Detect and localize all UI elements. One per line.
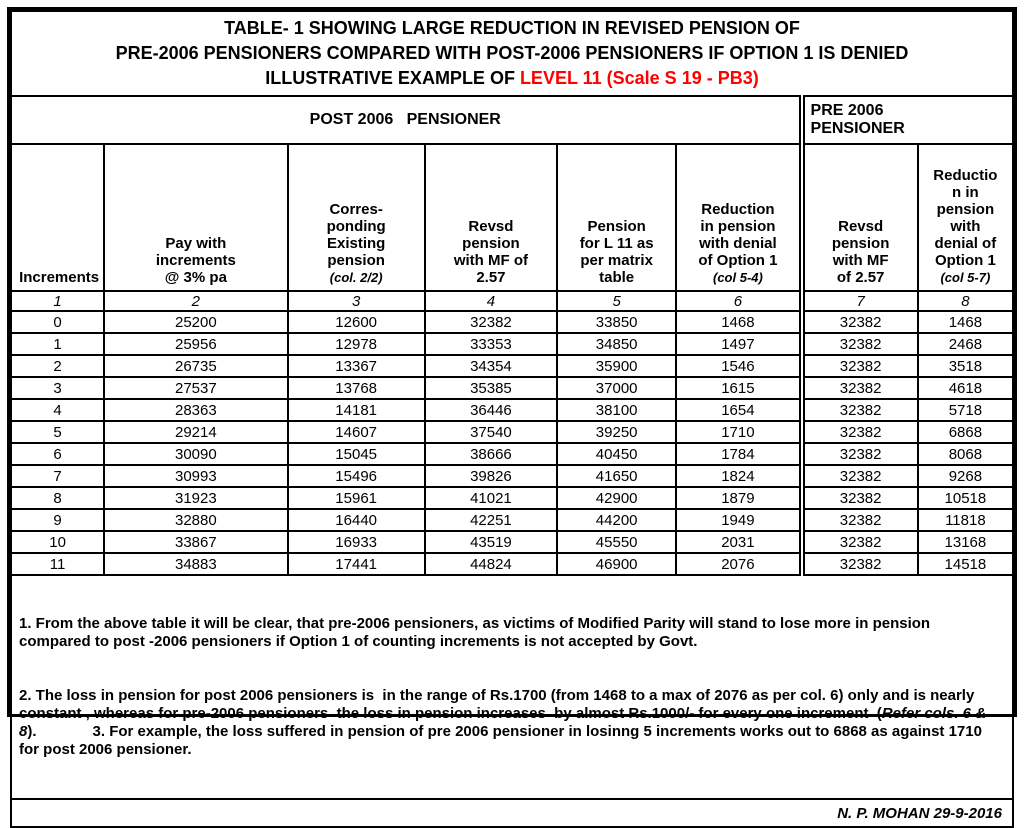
value-cell: 1497 (676, 333, 801, 355)
value-cell: 26735 (104, 355, 287, 377)
value-cell: 25200 (104, 311, 287, 333)
table-row (11, 399, 1013, 421)
col-number-3: 3 (288, 291, 425, 311)
pre-2006-label-line1: PRE 2006 (810, 102, 884, 119)
value-cell: 45550 (557, 531, 676, 553)
post-2006-label: POST 2006 PENSIONER (309, 111, 501, 128)
value-cell: 33850 (557, 311, 676, 333)
value-cell: 12978 (288, 333, 425, 355)
title-highlight: LEVEL 11 (Scale S 19 - PB3) (519, 68, 759, 88)
column-header-row (11, 144, 1013, 291)
increment-cell: 6 (11, 443, 104, 465)
value-cell: 2468 (918, 333, 1013, 355)
value-cell: 14518 (918, 553, 1013, 575)
value-cell: 30090 (104, 443, 287, 465)
table-row (11, 509, 1013, 531)
increment-cell: 4 (11, 399, 104, 421)
col-header-reduction-post (676, 144, 801, 291)
value-cell: 1615 (676, 377, 801, 399)
value-cell: 15496 (288, 465, 425, 487)
table-row (11, 553, 1013, 575)
value-cell: 41021 (425, 487, 557, 509)
col-header-label: Revsd pension with MF of 2.57 (453, 218, 528, 286)
increment-cell: 9 (11, 509, 104, 531)
value-cell: 43519 (425, 531, 557, 553)
value-cell: 25956 (104, 333, 287, 355)
increment-cell: 3 (11, 377, 104, 399)
value-cell: 30993 (104, 465, 287, 487)
increment-cell: 5 (11, 421, 104, 443)
value-cell: 14181 (288, 399, 425, 421)
table-body (11, 311, 1013, 575)
value-cell: 32382 (802, 377, 918, 399)
table-row (11, 355, 1013, 377)
value-cell: 32382 (802, 311, 918, 333)
value-cell: 38666 (425, 443, 557, 465)
col-header-label: Pension for L 11 as per matrix table (579, 218, 654, 286)
value-cell: 34883 (104, 553, 287, 575)
value-cell: 1949 (676, 509, 801, 531)
value-cell: 42251 (425, 509, 557, 531)
signature: N. P. MOHAN 29-9-2016 (11, 799, 1013, 827)
title-line-2: PRE-2006 PENSIONERS COMPARED WITH POST-2006 PENSIONERS IF OPTION 1 IS DENIED (115, 43, 909, 63)
value-cell: 4618 (918, 377, 1013, 399)
col-header-label: Reduction in pension with denial of Option 1 (698, 201, 778, 269)
table-row (11, 487, 1013, 509)
value-cell: 44200 (557, 509, 676, 531)
value-cell: 11818 (918, 509, 1013, 531)
col-header-note: (col 5-4) (712, 270, 763, 285)
note-3-text: 3. For example, the loss suffered in pension of pre 2006 pensioner in losinng 5 increments works out to 6868 as against 1710 for post 2006 pensioner. (19, 723, 987, 758)
value-cell: 27537 (104, 377, 287, 399)
value-cell: 36446 (425, 399, 557, 421)
title-line-3 (18, 66, 1006, 91)
col-header-pay (104, 144, 287, 291)
value-cell: 15045 (288, 443, 425, 465)
value-cell: 32382 (802, 333, 918, 355)
increment-cell: 11 (11, 553, 104, 575)
col-header-note: (col. 2/2) (329, 270, 383, 285)
note-1: 1. From the above table it will be clear, that pre-2006 pensioners, as victims of Modified Parity will stand to lose more in pension compared to post -2006 pensioners if Option 1 of counting increments is not accepted by Govt. (19, 615, 935, 650)
title-row (11, 11, 1013, 96)
value-cell: 32382 (802, 421, 918, 443)
value-cell: 33867 (104, 531, 287, 553)
pension-comparison-table (10, 10, 1014, 828)
col-header-corresponding-pension (288, 144, 425, 291)
value-cell: 40450 (557, 443, 676, 465)
increment-cell: 1 (11, 333, 104, 355)
value-cell: 32382 (802, 509, 918, 531)
col-number-1: 1 (11, 291, 104, 311)
value-cell: 32880 (104, 509, 287, 531)
col-number-2: 2 (104, 291, 287, 311)
value-cell: 37540 (425, 421, 557, 443)
value-cell: 1468 (918, 311, 1013, 333)
col-header-reduction-pre (918, 144, 1013, 291)
value-cell: 3518 (918, 355, 1013, 377)
table-row (11, 333, 1013, 355)
increment-cell: 8 (11, 487, 104, 509)
value-cell: 35385 (425, 377, 557, 399)
col-number-7: 7 (802, 291, 918, 311)
value-cell: 8068 (918, 443, 1013, 465)
value-cell: 34850 (557, 333, 676, 355)
note-2-and-3 (19, 687, 1005, 759)
pre-2006-label-line2: PENSIONER (810, 120, 905, 137)
value-cell: 13768 (288, 377, 425, 399)
col-number-5: 5 (557, 291, 676, 311)
col-header-label: Corres-ponding Existing pension (326, 201, 386, 269)
col-header-matrix-pension (557, 144, 676, 291)
value-cell: 13168 (918, 531, 1013, 553)
value-cell: 14607 (288, 421, 425, 443)
value-cell: 33353 (425, 333, 557, 355)
table-row (11, 443, 1013, 465)
col-number-6: 6 (676, 291, 801, 311)
value-cell: 16440 (288, 509, 425, 531)
table-row (11, 465, 1013, 487)
value-cell: 1546 (676, 355, 801, 377)
value-cell: 2031 (676, 531, 801, 553)
value-cell: 35900 (557, 355, 676, 377)
value-cell: 15961 (288, 487, 425, 509)
post-2006-group-header (11, 96, 802, 144)
document-sheet (7, 7, 1017, 822)
value-cell: 37000 (557, 377, 676, 399)
table-row (11, 377, 1013, 399)
title-line-1: TABLE- 1 SHOWING LARGE REDUCTION IN REVISED PENSION OF (224, 18, 800, 38)
value-cell: 1710 (676, 421, 801, 443)
value-cell: 1784 (676, 443, 801, 465)
value-cell: 32382 (802, 487, 918, 509)
increment-cell: 2 (11, 355, 104, 377)
increment-cell: 7 (11, 465, 104, 487)
value-cell: 32382 (425, 311, 557, 333)
value-cell: 32382 (802, 553, 918, 575)
col-header-label: Revsd pension with MF of 2.57 (831, 218, 890, 286)
value-cell: 12600 (288, 311, 425, 333)
title-line-3-prefix: ILLUSTRATIVE EXAMPLE OF (265, 68, 520, 88)
value-cell: 38100 (557, 399, 676, 421)
value-cell: 39250 (557, 421, 676, 443)
increment-cell: 0 (11, 311, 104, 333)
value-cell: 17441 (288, 553, 425, 575)
col-header-revised-pension-pre (802, 144, 918, 291)
value-cell: 39826 (425, 465, 557, 487)
value-cell: 32382 (802, 399, 918, 421)
col-number-8: 8 (918, 291, 1013, 311)
value-cell: 28363 (104, 399, 287, 421)
value-cell: 1654 (676, 399, 801, 421)
pre-2006-group-header (802, 96, 1013, 144)
col-header-increments (11, 144, 104, 291)
value-cell: 13367 (288, 355, 425, 377)
value-cell: 32382 (802, 443, 918, 465)
col-header-note: (col 5-7) (940, 270, 991, 285)
notes-row (11, 575, 1013, 799)
value-cell: 29214 (104, 421, 287, 443)
value-cell: 34354 (425, 355, 557, 377)
value-cell: 32382 (802, 355, 918, 377)
group-header-row (11, 96, 1013, 144)
value-cell: 9268 (918, 465, 1013, 487)
table-row (11, 311, 1013, 333)
col-number-4: 4 (425, 291, 557, 311)
note-2-text: 2. The loss in pension for post 2006 pensioners is in the range of Rs.1700 (from 1468 to a max of 2076 as per col. 6) only and is nearly constant , whereas for pre-2006 pensioners the loss in pension increases by almost Rs.1000/- for every one increment ( (19, 687, 979, 722)
signature-row (11, 799, 1013, 827)
col-header-label: Pay with increments @ 3% pa (155, 235, 236, 286)
value-cell: 5718 (918, 399, 1013, 421)
col-header-label: Reductio n in pension with denial of Option 1 (933, 167, 998, 269)
table-row (11, 531, 1013, 553)
table-title (11, 11, 1013, 96)
value-cell: 6868 (918, 421, 1013, 443)
value-cell: 1879 (676, 487, 801, 509)
col-header-revised-pension-post (425, 144, 557, 291)
col-header-label: Increments (19, 269, 100, 286)
value-cell: 32382 (802, 531, 918, 553)
increment-cell: 10 (11, 531, 104, 553)
value-cell: 46900 (557, 553, 676, 575)
column-number-row (11, 291, 1013, 311)
value-cell: 2076 (676, 553, 801, 575)
value-cell: 32382 (802, 465, 918, 487)
value-cell: 1468 (676, 311, 801, 333)
note-2-close: ). (27, 723, 37, 740)
value-cell: 44824 (425, 553, 557, 575)
value-cell: 10518 (918, 487, 1013, 509)
value-cell: 1824 (676, 465, 801, 487)
value-cell: 41650 (557, 465, 676, 487)
value-cell: 42900 (557, 487, 676, 509)
note-2-italic-ref: Refer cols. 6 & 8 (19, 705, 991, 740)
value-cell: 16933 (288, 531, 425, 553)
footnotes (11, 575, 1013, 799)
table-row (11, 421, 1013, 443)
value-cell: 31923 (104, 487, 287, 509)
